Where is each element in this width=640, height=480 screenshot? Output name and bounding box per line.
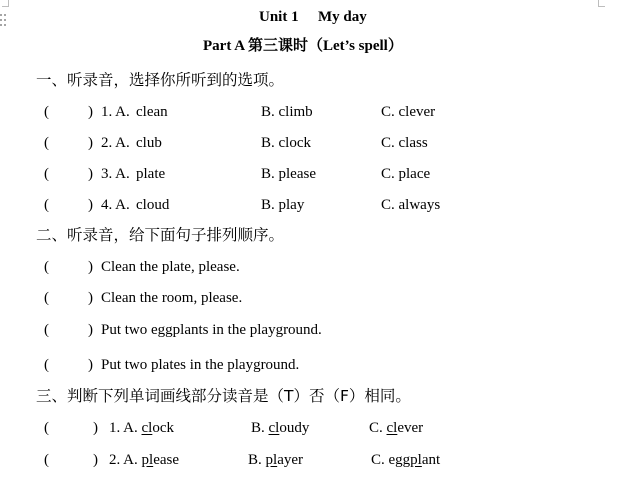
word-rest: ayer <box>277 452 303 468</box>
option-b: B. climb <box>261 104 313 120</box>
answer-paren-close: ) <box>93 452 98 468</box>
option-b-word <box>251 421 309 436</box>
page-corner-mark-right <box>598 0 605 7</box>
answer-paren-close: ) <box>88 290 93 306</box>
option-prefix: C. <box>369 420 387 436</box>
underlined-part: cl <box>141 420 153 436</box>
section-2-heading: 二、听录音，给下面句子排列顺序。 <box>36 226 285 244</box>
answer-paren-open[interactable]: ( <box>44 357 49 373</box>
item-number: 1. A. <box>109 420 142 436</box>
option-c: C. clever <box>381 104 436 120</box>
answer-paren-open[interactable]: ( <box>44 104 49 120</box>
word-rest: oudy <box>279 420 310 436</box>
option-b-word <box>248 453 303 468</box>
word-rest: ock <box>152 420 175 436</box>
section-1-heading: 一、听录音，选择你所听到的选项。 <box>36 71 285 89</box>
item-number: 4. A. <box>101 197 130 213</box>
sentence-text: Clean the room, please. <box>101 290 243 306</box>
option-a: cloud <box>136 197 170 213</box>
sentence-text: Clean the plate, please. <box>101 259 240 275</box>
answer-paren-close: ) <box>88 197 93 213</box>
underlined-part: cl <box>268 420 280 436</box>
option-b: B. please <box>261 166 316 182</box>
option-prefix: B. <box>248 452 266 468</box>
item-number: 2. A. <box>101 135 130 151</box>
answer-paren-close: ) <box>88 357 93 373</box>
item-number: 2. A. <box>109 452 142 468</box>
underlined-part: cl <box>386 420 398 436</box>
answer-paren-open[interactable]: ( <box>44 290 49 306</box>
option-prefix: B. <box>251 420 269 436</box>
answer-paren-close: ) <box>88 166 93 182</box>
section-3-heading: 三、判断下列单词画线部分读音是（T）否（F）相同。 <box>36 387 411 405</box>
item-number: 3. A. <box>101 166 130 182</box>
underlined-part: pl <box>141 452 154 468</box>
option-a: clean <box>136 104 168 120</box>
word-rest: ever <box>397 420 424 436</box>
answer-paren-close: ) <box>88 259 93 275</box>
word-rest: ease <box>153 452 179 468</box>
answer-paren-open[interactable]: ( <box>44 166 49 182</box>
page-title: My day <box>318 9 367 25</box>
underlined-part: pl <box>410 452 422 468</box>
unit-label: Unit 1 <box>259 9 299 25</box>
answer-paren-open[interactable]: ( <box>44 259 49 275</box>
answer-paren-open[interactable]: ( <box>44 197 49 213</box>
sentence-text: Put two eggplants in the playground. <box>101 322 322 338</box>
option-c: C. class <box>381 135 428 151</box>
answer-paren-open[interactable]: ( <box>44 452 49 468</box>
drag-handle-icon[interactable] <box>0 14 8 28</box>
option-a: club <box>136 135 162 151</box>
underlined-part: pl <box>265 452 278 468</box>
answer-paren-open[interactable]: ( <box>44 322 49 338</box>
answer-paren-open[interactable]: ( <box>44 420 49 436</box>
sentence-text: Put two plates in the playground. <box>101 357 300 373</box>
answer-paren-open[interactable]: ( <box>44 135 49 151</box>
part-title: Part A 第三课时（Let’s spell） <box>203 38 403 54</box>
word-rest: ant <box>421 452 441 468</box>
item-number: 1. A. <box>101 104 130 120</box>
option-b: B. play <box>261 197 305 213</box>
option-a: plate <box>136 166 166 182</box>
option-a-word <box>109 453 179 468</box>
answer-paren-close: ) <box>88 322 93 338</box>
answer-paren-close: ) <box>88 135 93 151</box>
option-c-word <box>369 421 423 436</box>
answer-paren-close: ) <box>93 420 98 436</box>
option-b: B. clock <box>261 135 311 151</box>
page-corner-mark-left <box>2 0 9 7</box>
option-a-word <box>109 421 174 436</box>
option-c: C. always <box>381 197 441 213</box>
answer-paren-close: ) <box>88 104 93 120</box>
option-c-word <box>371 453 440 468</box>
option-c: C. place <box>381 166 431 182</box>
option-prefix: C. egg <box>371 452 411 468</box>
